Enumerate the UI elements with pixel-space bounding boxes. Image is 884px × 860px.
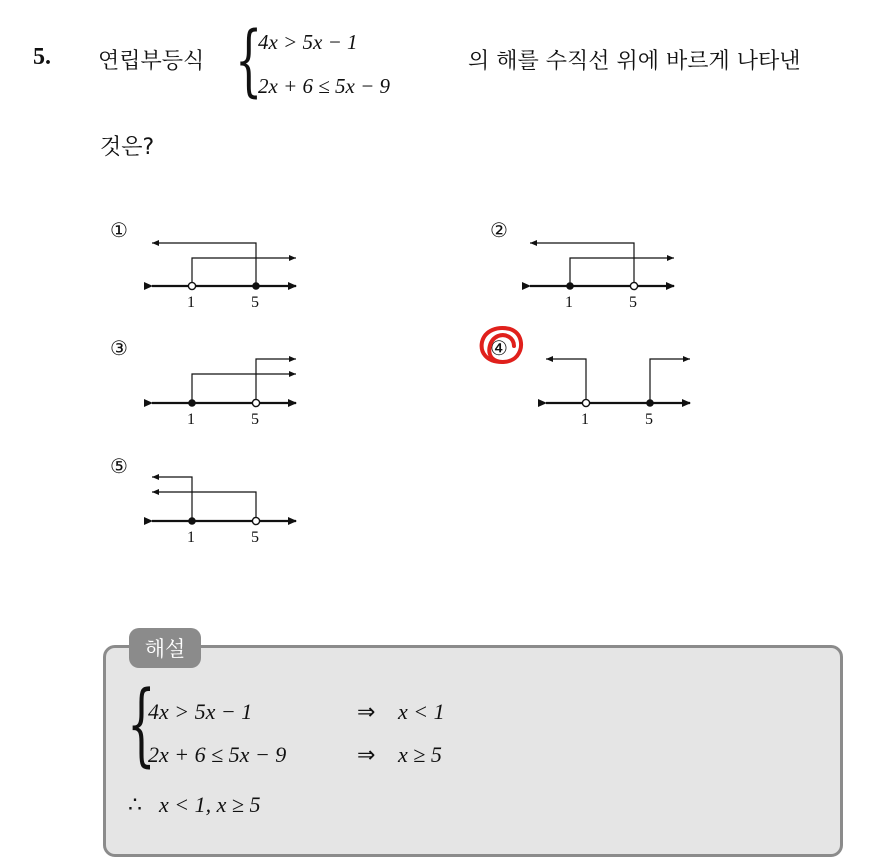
system-ineq-1: 4x > 5x − 1: [258, 30, 358, 54]
choice-2-label[interactable]: ②: [490, 218, 508, 242]
system-ineq-2: 2x + 6 ≤ 5x − 9: [258, 74, 391, 98]
solution-ineq-1: 4x > 5x − 1: [148, 699, 253, 724]
choice-3-label[interactable]: ③: [110, 336, 128, 360]
question-text-line2: 것은?: [100, 135, 155, 160]
choice-2-number-line: [526, 238, 678, 318]
solution-arrow-1: ⇒: [357, 699, 376, 724]
question-text-before: 연립부등식: [98, 49, 205, 74]
solution-arrow-2: ⇒: [357, 742, 376, 767]
solution-conclusion: x < 1, x ≥ 5: [159, 792, 261, 817]
choice-5-number-line: [148, 473, 300, 553]
point-5-open: [252, 517, 259, 524]
solution-result-2: x ≥ 5: [398, 742, 442, 767]
system-brace: {: [235, 16, 263, 106]
choice-2-tick-1: 1: [565, 294, 573, 311]
choice-3-tick-5: 5: [251, 411, 259, 428]
choice-3-tick-1: 1: [187, 411, 195, 428]
solution-ineq-2: 2x + 6 ≤ 5x − 9: [148, 742, 287, 767]
point-1-filled: [188, 399, 196, 407]
solution-title: 해설: [129, 628, 201, 668]
point-5-open: [252, 399, 259, 406]
point-1-filled: [566, 282, 574, 290]
point-1-open: [582, 399, 589, 406]
answer-mark-circle: [476, 322, 528, 368]
choice-2-tick-5: 5: [629, 294, 637, 311]
solution-result-1: x < 1: [398, 699, 445, 724]
choice-1-tick-5: 5: [251, 294, 259, 311]
point-5-open: [630, 282, 637, 289]
question-number: 5.: [33, 44, 51, 70]
choice-3-number-line: [148, 355, 300, 435]
choice-1-tick-1: 1: [187, 294, 195, 311]
choice-5-tick-1: 1: [187, 529, 195, 546]
choice-1-label[interactable]: ①: [110, 218, 128, 242]
choice-4-tick-5: 5: [645, 411, 653, 428]
solution-brace: {: [127, 672, 156, 777]
solution-therefore: ∴: [128, 792, 142, 817]
choice-4-label[interactable]: ④: [490, 336, 508, 360]
choice-4-number-line: [542, 355, 694, 435]
choice-5-tick-5: 5: [251, 529, 259, 546]
choice-1-number-line: [148, 238, 300, 318]
point-5-filled: [252, 282, 260, 290]
point-1-filled: [188, 517, 196, 525]
point-1-open: [188, 282, 195, 289]
choice-4-tick-1: 1: [581, 411, 589, 428]
choice-5-label[interactable]: ⑤: [110, 454, 128, 478]
question-text-after: 의 해를 수직선 위에 바르게 나타낸: [468, 49, 801, 74]
point-5-filled: [646, 399, 654, 407]
